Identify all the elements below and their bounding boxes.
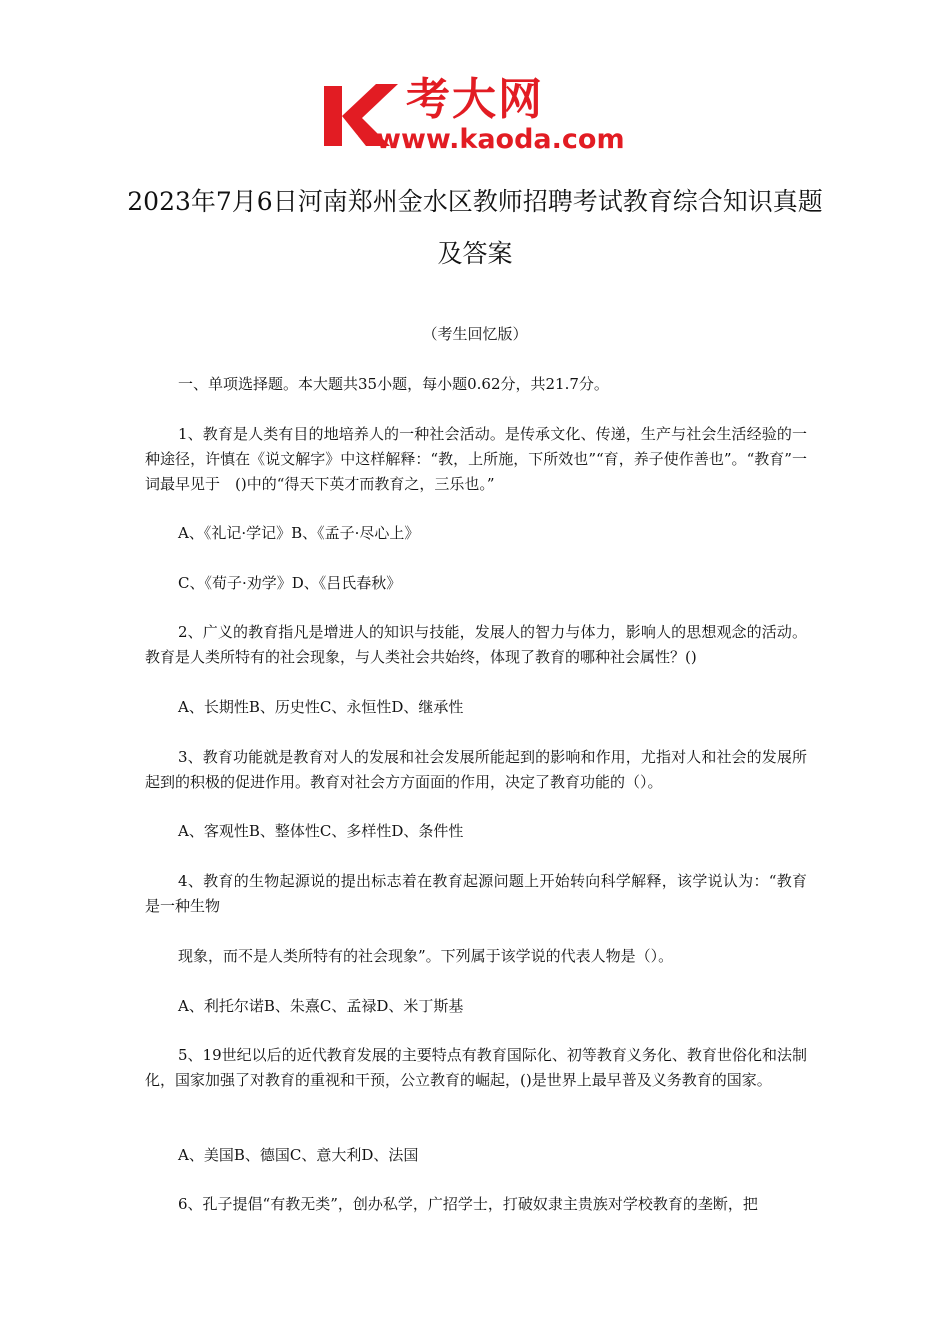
question-6-stem: 6、孔子提倡“有教无类”，创办私学，广招学士，打破奴隶主贵族对学校教育的垄断，把 [178,1195,758,1213]
question-3-option-row: A、客观性B、整体性C、多样性D、条件性 [178,822,464,840]
logo-url-text: www.kaoda.com [376,124,625,155]
section-heading: 一、单项选择题。本大题共35小题，每小题0.62分，共21.7分。 [178,375,609,393]
question-3-stem: 3、教育功能就是教育对人的发展和社会发展所能起到的影响和作用，尤指对人和社会的发展所起到的积极的促进作用。教育对社会方方面面的作用，决定了教育功能的（）。 [145,748,807,791]
question-4-option-row: A、利托尔诺B、朱熹C、孟禄D、米丁斯基 [178,997,464,1015]
document-subtitle: （考生回忆版） [422,325,528,343]
question-5-option-row: A、美国B、德国C、意大利D、法国 [178,1146,419,1164]
question-1-option-row: C、《荀子·劝学》D、《吕氏春秋》 [178,574,402,592]
question-1-stem: 1、教育是人类有目的地培养人的一种社会活动。是传承文化、传递，生产与社会生活经验的一种途径，许慎在《说文解字》中这样解释：“教，上所施，下所效也”“育，养子使作善也”。“教育”一词最早见于 ()中的“得天下英才而教育之，三乐也。” [145,425,807,493]
question-2-stem: 2、广义的教育指凡是增进人的知识与技能，发展人的智力与体力，影响人的思想观念的活动。教育是人类所特有的社会现象，与人类社会共始终，体现了教育的哪种社会属性？() [145,623,807,666]
question-5-stem: 5、19世纪以后的近代教育发展的主要特点有教育国际化、初等教育义务化、教育世俗化和法制化，国家加强了对教育的重视和干预，公立教育的崛起，()是世界上最早普及义务教育的国家。 [145,1046,807,1089]
kaoda-logo [318,74,638,160]
question-4-stem: 4、教育的生物起源说的提出标志着在教育起源问题上开始转向科学解释，该学说认为：“教育是一种生物 [145,872,807,915]
document-title: 2023年7月6日河南郑州金水区教师招聘考试教育综合知识真题及答案 [127,187,823,268]
question-2-option-row: A、长期性B、历史性C、永恒性D、继承性 [178,698,464,716]
logo-chinese-text: 考大网 [406,74,544,125]
question-4-stem-continued: 现象，而不是人类所特有的社会现象”。下列属于该学说的代表人物是（）。 [178,947,674,965]
question-1-option-row: A、《礼记·学记》B、《孟子·尽心上》 [178,524,420,542]
